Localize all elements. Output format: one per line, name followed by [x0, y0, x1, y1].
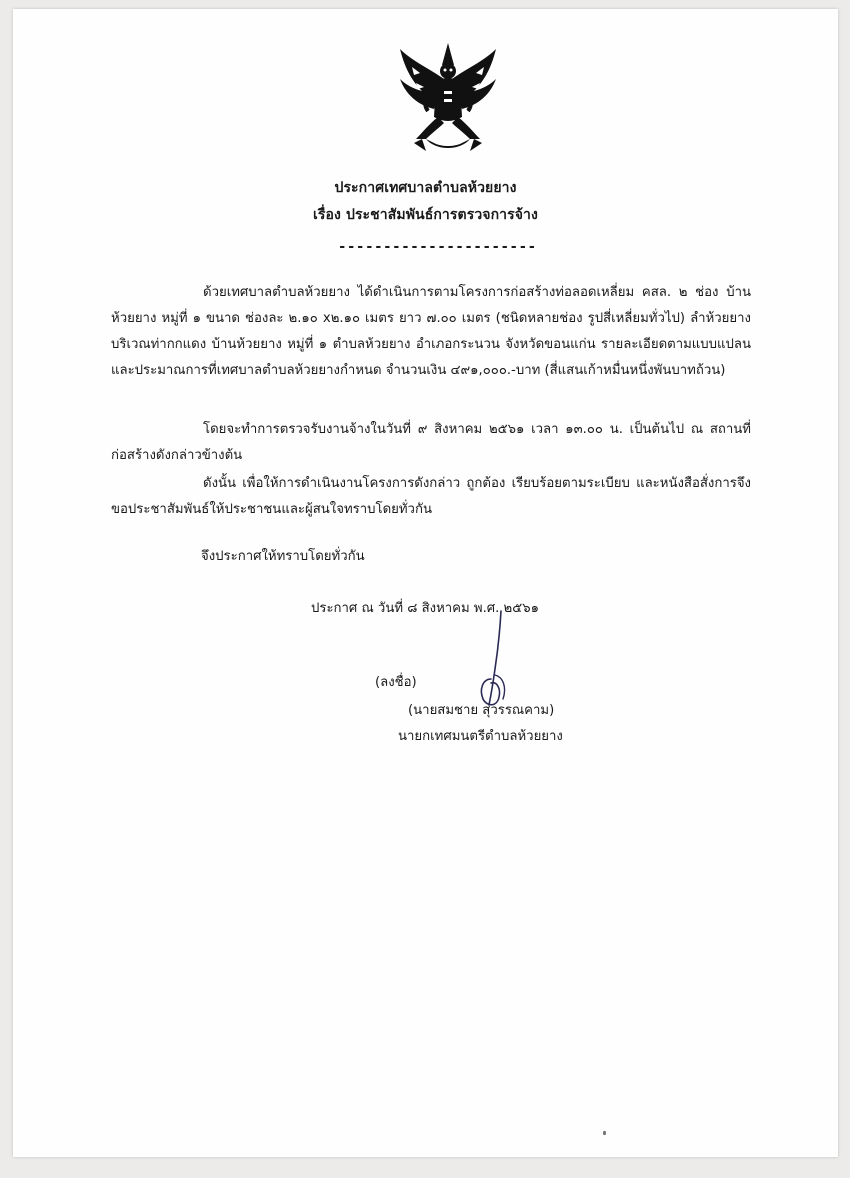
document-page	[13, 9, 838, 1157]
signature-label: (ลงชื่อ)	[375, 675, 417, 690]
closing-statement: จึงประกาศให้ทราบโดยทั่วกัน	[201, 549, 365, 564]
document-title: ประกาศเทศบาลตำบลห้วยยาง	[334, 180, 517, 196]
signer-position: นายกเทศมนตรีตำบลห้วยยาง	[398, 729, 563, 744]
document-subject: เรื่อง ประชาสัมพันธ์การตรวจการจ้าง	[313, 207, 538, 223]
garuda-emblem-icon	[392, 39, 504, 157]
paragraph-2-text: โดยจะทำการตรวจรับงานจ้างในวันที่ ๙ สิงหาคม ๒๕๖๑ เวลา ๑๓.๐๐ น. เป็นต้นไป ณ สถานที่ก่อสร้างดังกล่าวข้างต้น	[111, 422, 751, 463]
paragraph-3	[111, 471, 751, 523]
paper-speck	[603, 1131, 606, 1135]
signer-name: (นายสมชาย สุวรรณคาม)	[408, 703, 555, 718]
paragraph-1-text: ด้วยเทศบาลตำบลห้วยยาง ได้ดำเนินการตามโครงการก่อสร้างท่อลอดเหลี่ยม คสล. ๒ ช่อง บ้านห้วยยาง หมู่ที่ ๑ ขนาด ช่องละ ๒.๑๐ x๒.๑๐ เมตร ยาว ๗.๐๐ เมตร (ชนิดหลายช่อง รูปสี่เหลี่ยมทั่วไป) ลำห้วยยางบริเวณท่ากกแดง บ้านห้วยยาง หมู่ที่ ๑ ตำบลห้วยยาง อำเภอกระนวน จังหวัดขอนแก่น รายละเอียดตามแบบแปลนและประมาณการที่เทศบาลตำบลห้วยยางกำหนด จำนวนเงิน ๔๙๑,๐๐๐.-บาท (สี่แสนเก้าหมื่นหนึ่งพันบาทถ้วน)	[111, 285, 751, 378]
announcement-date: ประกาศ ณ วันที่ ๘ สิงหาคม พ.ศ. ๒๕๖๑	[311, 601, 539, 616]
heading-divider: ----------------------	[338, 239, 537, 255]
paragraph-1	[111, 280, 751, 384]
paragraph-2	[111, 417, 751, 469]
paragraph-3-text: ดังนั้น เพื่อให้การดำเนินงานโครงการดังกล่าว ถูกต้อง เรียบร้อยตามระเบียบ และหนังสือสั่งการจึงขอประชาสัมพันธ์ให้ประชาชนและผู้สนใจทราบโดยทั่วกัน	[111, 476, 751, 517]
